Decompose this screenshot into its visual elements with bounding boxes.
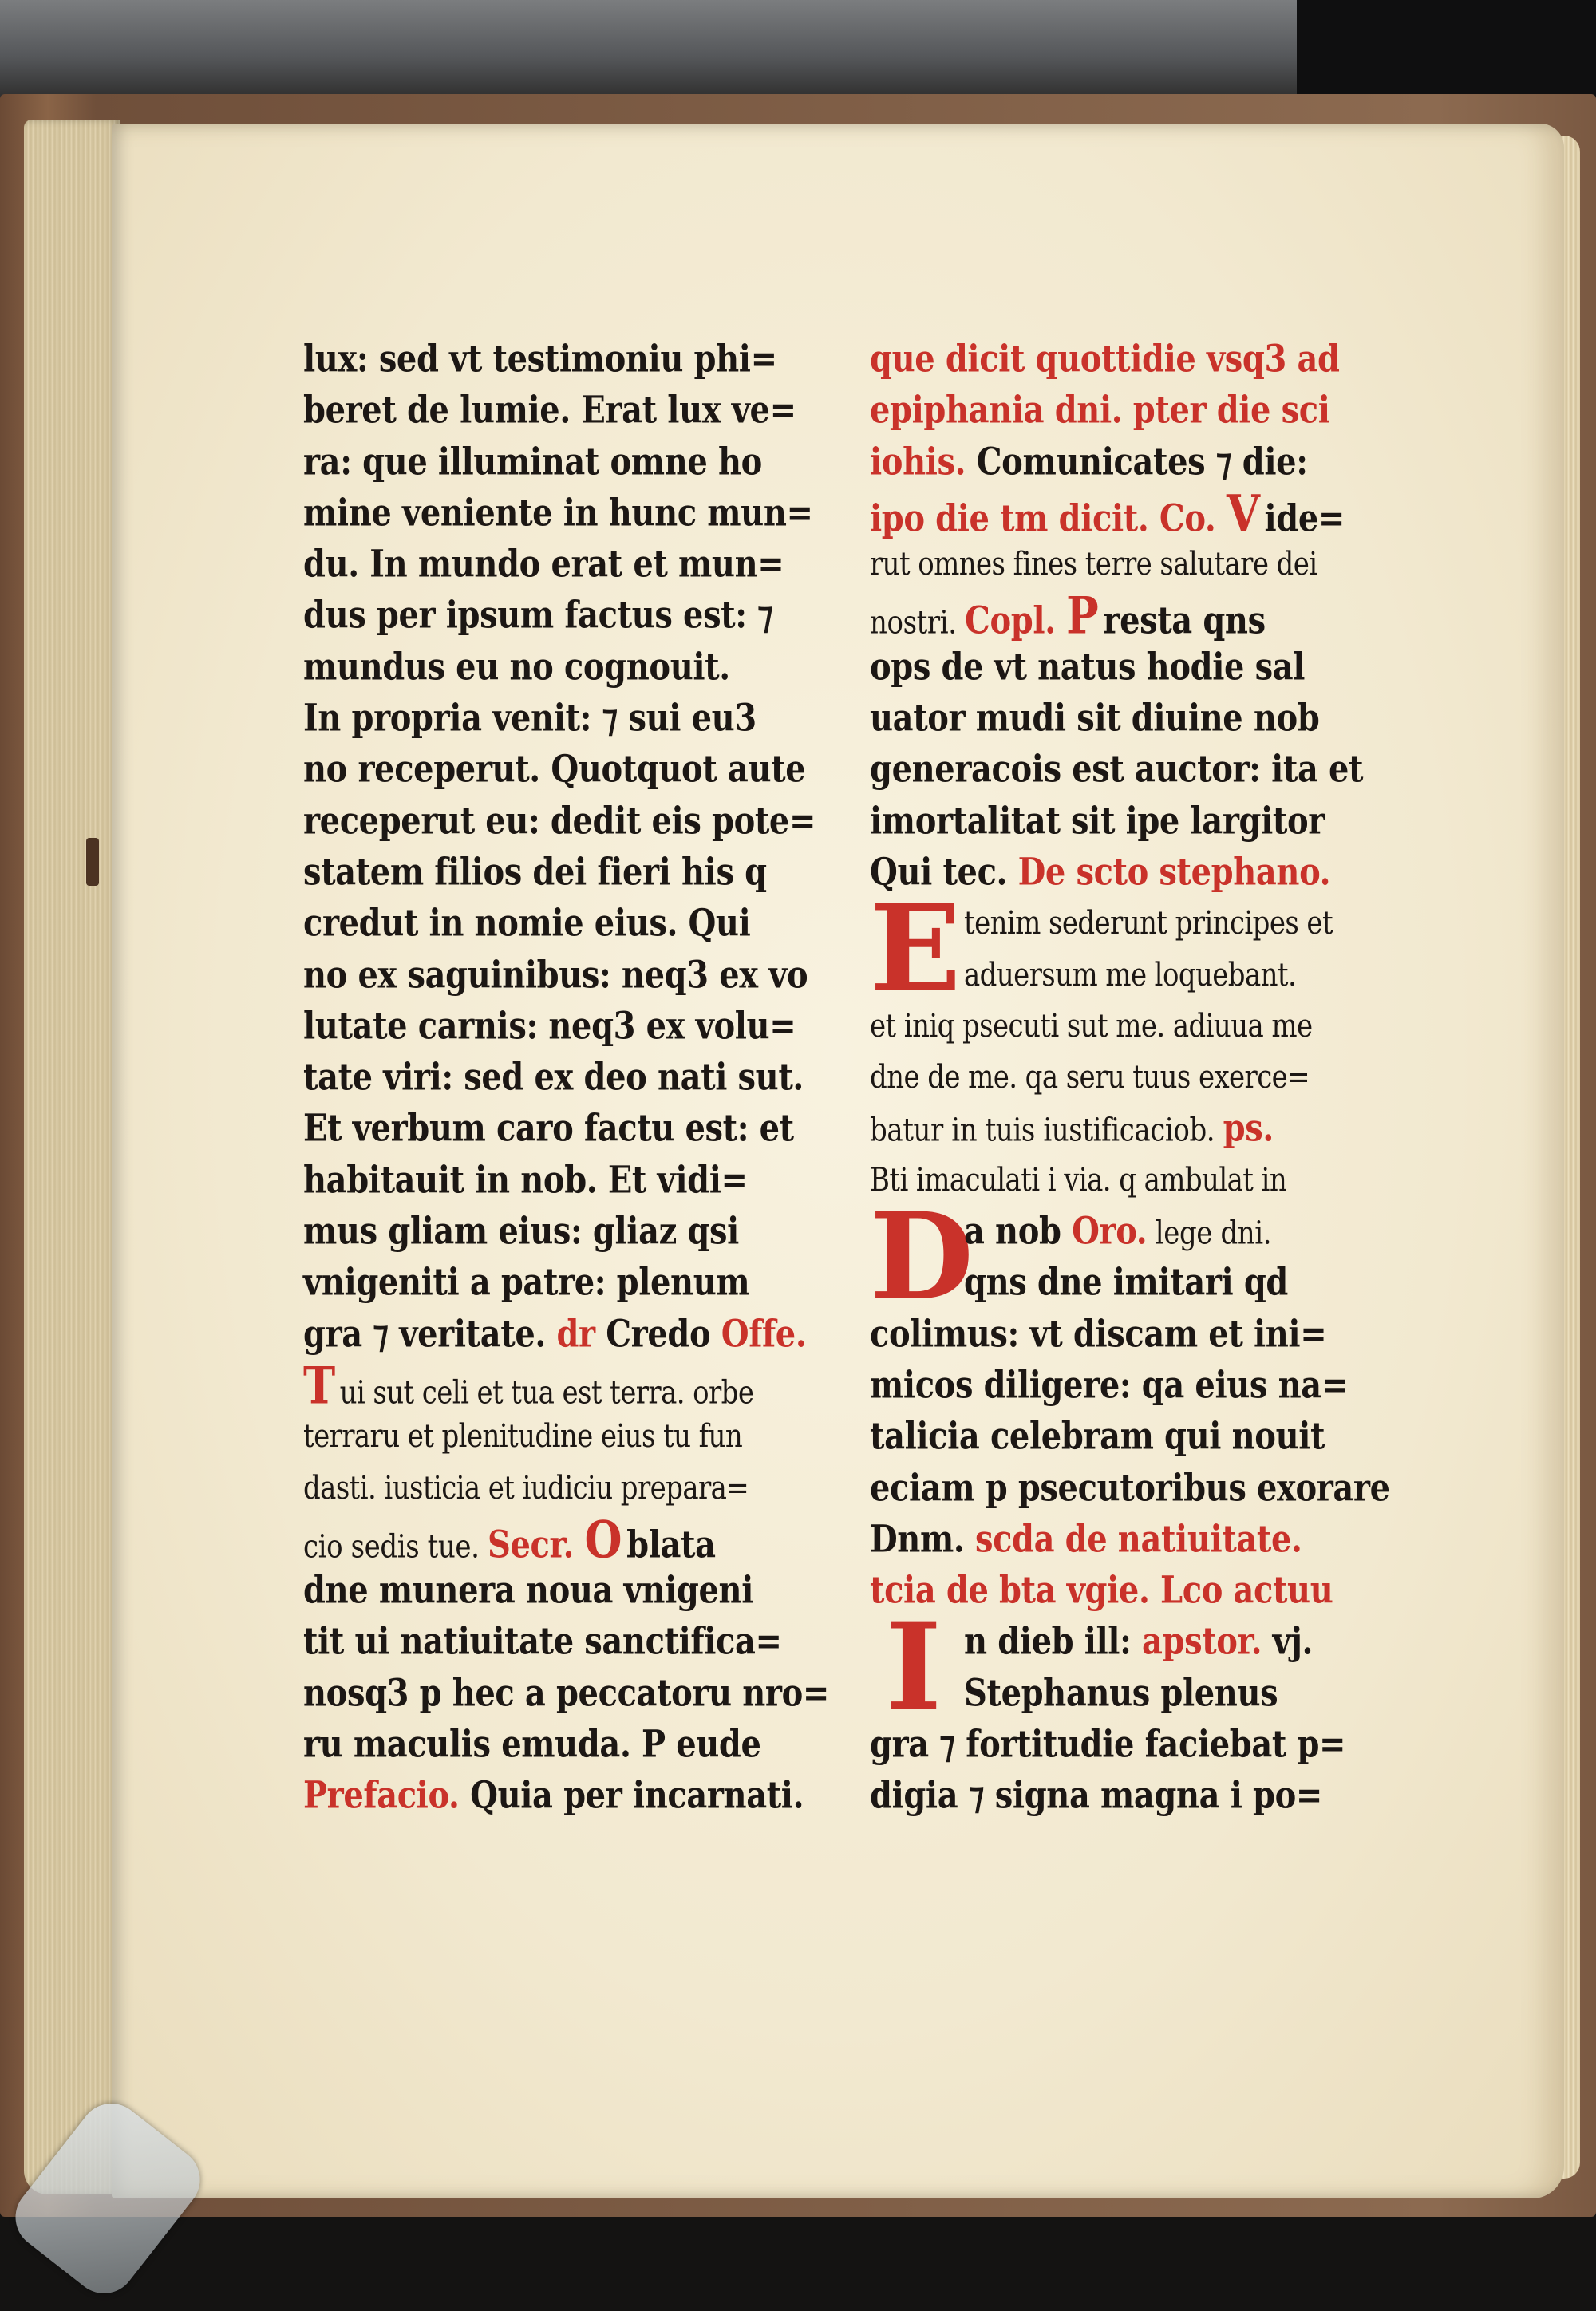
text-column-right bbox=[870, 334, 1390, 1822]
body-text: gra ⁊ veritate. bbox=[303, 1311, 557, 1356]
illuminated-initial: I bbox=[885, 1597, 942, 1738]
body-text: Et verbum caro factu est: et bbox=[303, 1106, 794, 1151]
text-line bbox=[870, 1766, 1341, 1827]
initial-block bbox=[870, 1187, 1341, 1328]
rubric-text: iohis. bbox=[870, 439, 966, 484]
rubric-text: apstor. bbox=[1142, 1619, 1262, 1664]
body-text: vj. bbox=[1262, 1619, 1314, 1664]
body-text: batur in tuis iustificaciob. bbox=[870, 1112, 1223, 1150]
body-text: no receperut. Quotquot aute bbox=[303, 747, 806, 792]
body-text: tit ui natiuitate sanctifica= bbox=[303, 1619, 782, 1664]
body-text: aduersum me loquebant. bbox=[964, 955, 1297, 994]
body-text: lege dni. bbox=[1147, 1214, 1272, 1252]
rubric-text: Oro. bbox=[1072, 1208, 1148, 1254]
body-text: receperut eu: dedit eis pote= bbox=[303, 798, 816, 843]
body-text: colimus: vt discam et ini= bbox=[870, 1311, 1327, 1356]
text-line bbox=[303, 1766, 804, 1827]
body-text: resta qns bbox=[1103, 598, 1266, 643]
rubric-text: Offe. bbox=[721, 1311, 807, 1356]
rubric-text: De scto stephano. bbox=[1007, 849, 1331, 895]
body-text: ui sut celi et tua est terra. orbe bbox=[339, 1373, 754, 1412]
body-text: et iniq psecuti sut me. adiuua me bbox=[870, 1007, 1313, 1045]
page-edges-left bbox=[24, 120, 120, 2194]
body-text: mus gliam eius: gliaz qsi bbox=[303, 1208, 739, 1254]
text-column-left bbox=[303, 334, 829, 1822]
body-text: talicia celebram qui nouit bbox=[870, 1413, 1325, 1459]
illuminated-initial: E bbox=[870, 879, 962, 1020]
body-text: micos diligere: qa eius na= bbox=[870, 1362, 1348, 1408]
body-text: rut omnes fines terre salutare dei bbox=[870, 545, 1317, 583]
initial-block-lines bbox=[870, 1597, 1341, 1738]
backdrop-corner bbox=[1297, 0, 1596, 104]
body-text: nostri. bbox=[870, 604, 966, 642]
rubric-text: Secr. bbox=[487, 1522, 574, 1567]
body-text: In propria venit: ⁊ sui eu3 bbox=[303, 695, 757, 741]
illuminated-initial: D bbox=[870, 1187, 974, 1328]
body-text: Credo bbox=[595, 1311, 721, 1356]
body-text: no ex saguinibus: neq3 ex vo bbox=[303, 952, 808, 997]
rubric-text: tcia de bta vgie. Lco actuu bbox=[870, 1567, 1333, 1613]
body-text: Qui tec. bbox=[870, 849, 1008, 895]
rubric-text: Copl. bbox=[965, 598, 1056, 643]
body-text: gra ⁊ fortitudie faciebat p= bbox=[870, 1721, 1346, 1767]
body-text: ops de vt natus hodie sal bbox=[870, 644, 1306, 689]
body-text: vnigeniti a patre: plenum bbox=[303, 1259, 750, 1305]
body-text: Quia per incarnati. bbox=[459, 1772, 804, 1818]
body-text: n dieb ill: bbox=[964, 1619, 1142, 1664]
body-text: uator mudi sit diuine nob bbox=[870, 695, 1320, 741]
body-text: tenim sederunt principes et bbox=[964, 904, 1333, 942]
body-text: eciam p psecutoribus exorare bbox=[870, 1465, 1390, 1510]
body-text: lutate carnis: neq3 ex volu= bbox=[303, 1003, 796, 1048]
initial-block bbox=[870, 879, 1341, 1020]
body-text: ra: que illuminat omne ho bbox=[303, 439, 762, 484]
body-text: credut in nomie eius. Qui bbox=[303, 900, 751, 946]
body-text: Stephanus plenus bbox=[964, 1670, 1278, 1715]
initial-block bbox=[870, 1597, 1341, 1738]
body-text: dne munera noua vnigeni bbox=[303, 1567, 753, 1613]
body-text: mundus eu no cognouit. bbox=[303, 644, 730, 689]
binding-stain bbox=[86, 838, 99, 886]
body-text: cio sedis tue. bbox=[303, 1527, 488, 1566]
body-text: terraru et plenitudine eius tu fun bbox=[303, 1417, 743, 1456]
body-text: qns dne imitari qd bbox=[964, 1259, 1288, 1305]
body-text: dasti. iusticia et iudiciu prepara= bbox=[303, 1468, 749, 1507]
body-text: dne de me. qa seru tuus exerce= bbox=[870, 1058, 1310, 1096]
backdrop-bottom bbox=[0, 2202, 1596, 2311]
body-text: a nob bbox=[964, 1208, 1073, 1254]
body-text: Dnm. bbox=[870, 1516, 975, 1561]
body-text: Bti imaculati i via. q ambulat in bbox=[870, 1161, 1287, 1199]
body-text: digia ⁊ signa magna i po= bbox=[870, 1772, 1323, 1818]
red-initial: V bbox=[1226, 483, 1260, 543]
body-text: nosq3 p hec a peccatoru nro= bbox=[303, 1670, 829, 1715]
initial-block-lines bbox=[870, 1187, 1341, 1328]
red-initial: T bbox=[303, 1355, 335, 1416]
body-text: statem filios dei fieri his q bbox=[303, 849, 767, 895]
body-text: beret de lumie. Erat lux ve= bbox=[303, 387, 796, 433]
body-text: tate viri: sed ex deo nati sut. bbox=[303, 1054, 804, 1100]
body-text: du. In mundo erat et mun= bbox=[303, 541, 784, 587]
initial-block-lines bbox=[870, 879, 1341, 1020]
body-text: ru maculis emuda. P eude bbox=[303, 1721, 761, 1767]
body-text: Comunicates ⁊ die: bbox=[966, 439, 1308, 484]
body-text: mine veniente in hunc mun= bbox=[303, 490, 813, 535]
body-text: lux: sed vt testimoniu phi= bbox=[303, 336, 777, 381]
rubric-text: Prefacio. bbox=[303, 1772, 460, 1818]
rubric-text: ps. bbox=[1223, 1106, 1274, 1151]
body-text: dus per ipsum factus est: ⁊ bbox=[303, 593, 773, 638]
body-text: generacois est auctor: ita et bbox=[870, 747, 1364, 792]
red-initial: O bbox=[584, 1509, 622, 1570]
body-text: ide= bbox=[1264, 496, 1345, 541]
rubric-text: dr bbox=[556, 1311, 595, 1356]
rubric-text: epiphania dni. pter die sci bbox=[870, 387, 1330, 433]
body-text: blata bbox=[626, 1522, 716, 1567]
body-text: imortalitat sit ipe largitor bbox=[870, 798, 1325, 843]
rubric-text: que dicit quottidie vsq3 ad bbox=[870, 336, 1340, 381]
red-initial: P bbox=[1066, 585, 1099, 646]
rubric-text: ipo die tm dicit. Co. bbox=[870, 496, 1216, 541]
body-text: habitauit in nob. Et vidi= bbox=[303, 1157, 748, 1202]
rubric-text: scda de natiuitate. bbox=[974, 1516, 1302, 1561]
